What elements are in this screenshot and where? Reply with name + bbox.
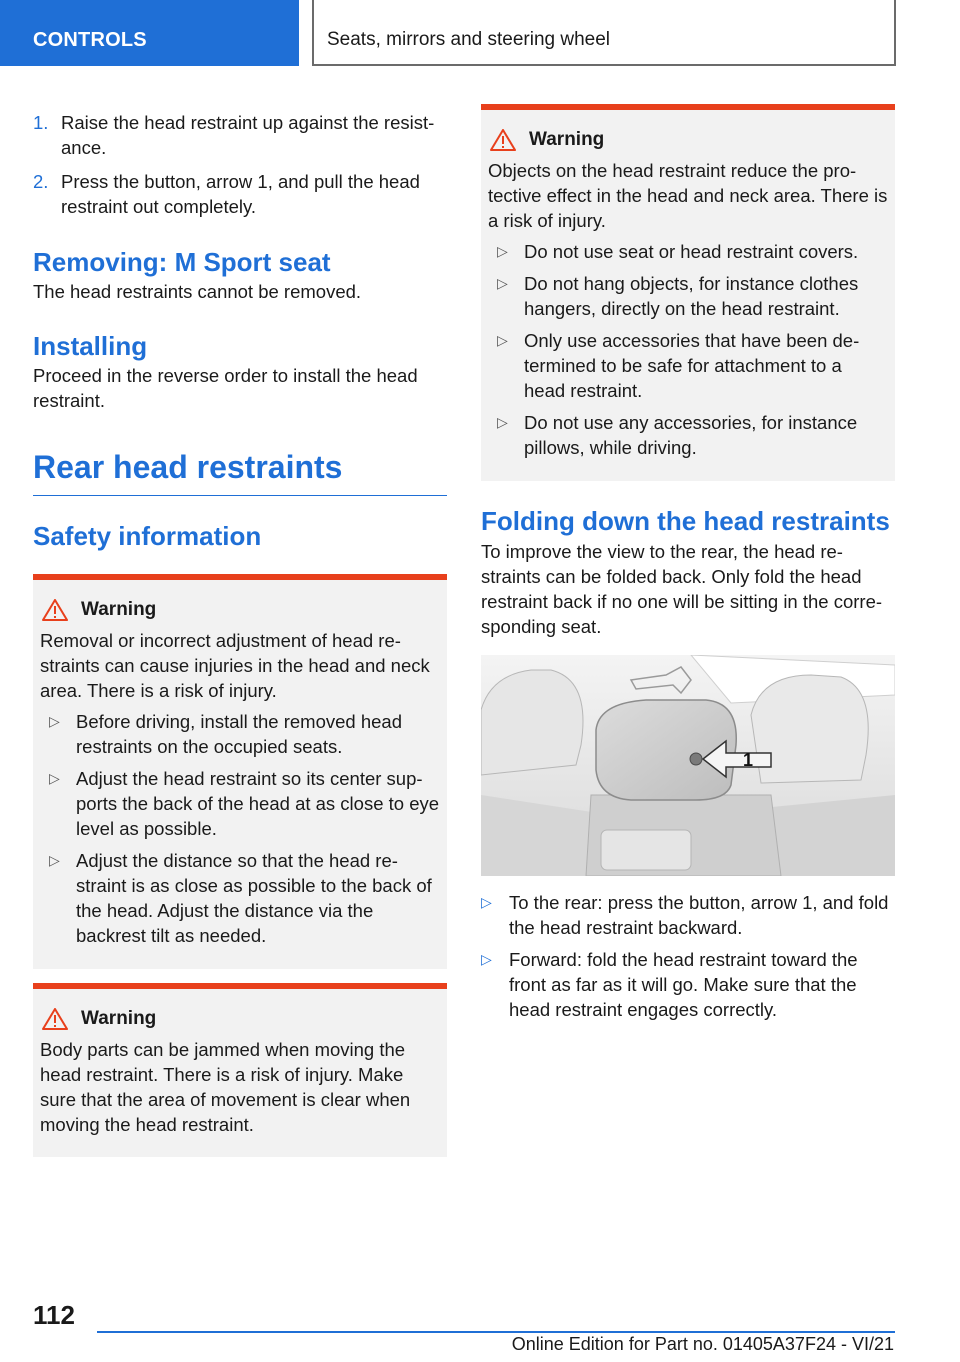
bullet-text: Before driving, install the removed head restraints on the occupied seats. (76, 711, 402, 757)
rear-head-restraints-heading: Rear head restraints (33, 447, 447, 496)
warning-text: Removal or incorrect adjustment of head re- straints can cause injuries in the head and neck area. There is a risk of injury. (40, 630, 430, 701)
step-number: 2. (33, 171, 49, 192)
triangle-bullet-icon: ▷ (497, 414, 508, 430)
warning-box (481, 104, 895, 481)
head-restraint-illustration (481, 655, 895, 876)
warning-title: Warning (81, 1008, 157, 1029)
folding-bullets (481, 890, 895, 1022)
triangle-bullet-icon: ▷ (497, 275, 508, 291)
list-item (40, 848, 440, 948)
bullet-text: Do not use any accessories, for instance pillows, while driving. (524, 412, 858, 458)
bullet-text: Adjust the head restraint so its center sup- ports the back of the head at as close to eye level as possible. (76, 768, 440, 839)
warning-header (488, 128, 888, 152)
warning-header (40, 598, 440, 622)
edition-note: Online Edition for Part no. 01405A37F24 - VI/21 (511, 1334, 894, 1354)
removal-steps (33, 110, 447, 219)
triangle-bullet-icon: ▷ (49, 852, 60, 868)
list-item (40, 766, 440, 841)
warning-triangle-icon (42, 599, 68, 621)
removing-heading: Removing: M Sport seat (33, 247, 331, 277)
step-text: Press the button, arrow 1, and pull the head restraint out completely. (61, 171, 420, 217)
step-text: Raise the head restraint up against the resist- ance. (61, 112, 435, 158)
list-item (488, 328, 888, 403)
folding-text: To improve the view to the rear, the head re- straints can be folded back. Only fold the head restraint back if no one will be sitting in the corre- sponding seat. (481, 541, 883, 637)
bullet-text: Adjust the distance so that the head re- straint is as close as possible to the back of the head. Adjust the distance via the backrest tilt as needed. (76, 850, 432, 946)
warning-text: Body parts can be jammed when moving the head restraint. There is a risk of injury. Make sure that the area of movement is clear when moving the head restraint. (40, 1039, 411, 1135)
arrow-label: 1 (743, 750, 754, 770)
warning-header (40, 1007, 440, 1031)
bullet-text: Do not hang objects, for instance clothes hangers, directly on the head restraint. (524, 273, 859, 319)
installing-text: Proceed in the reverse order to install the head restraint. (33, 365, 418, 411)
warning-box (33, 983, 447, 1157)
safety-information-heading: Safety information (33, 521, 262, 551)
removing-text: The head restraints cannot be removed. (33, 281, 362, 302)
step-item (33, 110, 447, 160)
chapter-title: Seats, mirrors and steering wheel (312, 0, 896, 66)
rear-seat-drawing (481, 655, 895, 876)
warning-bullets (40, 709, 440, 948)
warning-title: Warning (81, 599, 157, 620)
folding-heading: Folding down the head restraints (481, 506, 890, 536)
list-item (488, 239, 888, 264)
list-item (488, 271, 888, 321)
list-item (488, 410, 888, 460)
warning-triangle-icon (490, 129, 516, 151)
right-column (481, 104, 895, 1029)
triangle-bullet-icon: ▷ (481, 951, 492, 967)
triangle-bullet-icon: ▷ (497, 243, 508, 259)
triangle-bullet-icon: ▷ (481, 894, 492, 910)
left-column (33, 110, 447, 1157)
triangle-bullet-icon: ▷ (49, 713, 60, 729)
list-item (481, 890, 895, 940)
warning-bullets (488, 239, 888, 460)
bullet-text: To the rear: press the button, arrow 1, and fold the head restraint backward. (509, 892, 889, 938)
installing-heading: Installing (33, 331, 148, 361)
triangle-bullet-icon: ▷ (497, 332, 508, 348)
warning-triangle-icon (42, 1008, 68, 1030)
page-header (0, 0, 960, 66)
page-number: 112 (33, 1300, 75, 1330)
bullet-text: Forward: fold the head restraint toward the front as far as it will go. Make sure that the head restraint engages correctly. (509, 949, 858, 1020)
bullet-text: Only use accessories that have been de- termined to be safe for attachment to a head restraint. (524, 330, 860, 401)
warning-text: Objects on the head restraint reduce the pro- tective effect in the head and neck area. There is a risk of injury. (488, 160, 888, 231)
footer-divider (97, 1331, 895, 1333)
section-tab: CONTROLS (0, 0, 299, 66)
bullet-text: Do not use seat or head restraint covers. (524, 241, 859, 262)
warning-box (33, 574, 447, 969)
step-item (33, 169, 447, 219)
step-number: 1. (33, 112, 49, 133)
triangle-bullet-icon: ▷ (49, 770, 60, 786)
warning-title: Warning (529, 129, 605, 150)
list-item (481, 947, 895, 1022)
list-item (40, 709, 440, 759)
